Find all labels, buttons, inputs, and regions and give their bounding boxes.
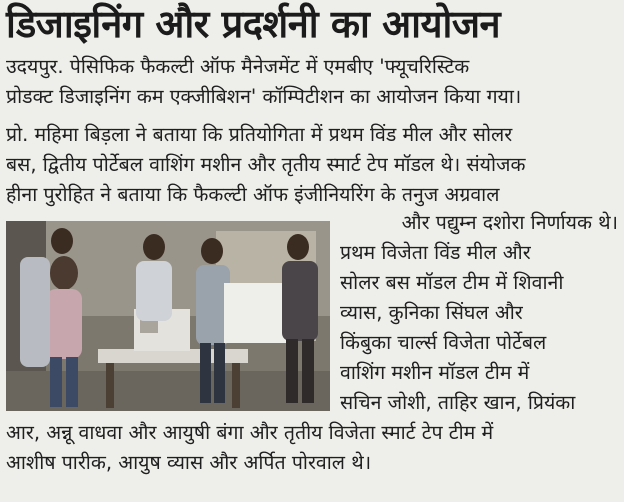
body-paragraph — [6, 120, 618, 210]
text-line: वाशिंग मशीन मॉडल टीम में — [340, 361, 530, 384]
news-photo — [6, 221, 330, 411]
text-line: सचिन जोशी, ताहिर खान, प्रियंका — [340, 391, 576, 414]
text-line: सोलर बस मॉडल टीम में शिवानी — [340, 271, 564, 294]
text-line: प्रोडक्ट डिजाइनिंग कम एक्जीबिशन' कॉम्पिटीशन का आयोजन किया गया। — [6, 85, 522, 108]
text-line: प्रो. महिमा बिड़ला ने बताया कि प्रतियोगिता में प्रथम विंड मील और सोलर — [6, 123, 513, 146]
text-line: बस, द्वितीय पोर्टेबल वाशिंग मशीन और तृतीय स्मार्ट टेप मॉडल थे। संयोजक — [6, 153, 526, 176]
text-line: उदयपुर. पेसिफिक फैकल्टी ऑफ मैनेजमेंट में एमबीए 'फ्यूचरिस्टिक — [6, 55, 470, 78]
text-line: और पद्युम्न दशोरा निर्णायक थे। — [401, 211, 618, 234]
text-line: आर, अन्नू वाधवा और आयुषी बंगा और तृतीय विजेता स्मार्ट टेप टीम में — [6, 421, 494, 444]
closing-paragraph — [6, 418, 618, 478]
text-line: किंबुका चार्ल्स विजेता पोर्टेबल — [340, 331, 547, 354]
text-line: हीना पुरोहित ने बताया कि फैकल्टी ऑफ इंजीनियरिंग के तनुज अग्रवाल — [6, 183, 500, 206]
photo-illustration — [6, 221, 330, 411]
text-line: व्यास, कुनिका सिंघल और — [340, 301, 523, 324]
intro-paragraph — [6, 52, 618, 112]
text-line: आशीष पारीक, आयुष व्यास और अर्पित पोरवाल थे। — [6, 451, 372, 474]
headline: डिजाइनिंग और प्रदर्शनी का आयोजन — [6, 2, 501, 46]
text-line: प्रथम विजेता विंड मील और — [340, 241, 531, 264]
side-column-text — [340, 208, 618, 418]
